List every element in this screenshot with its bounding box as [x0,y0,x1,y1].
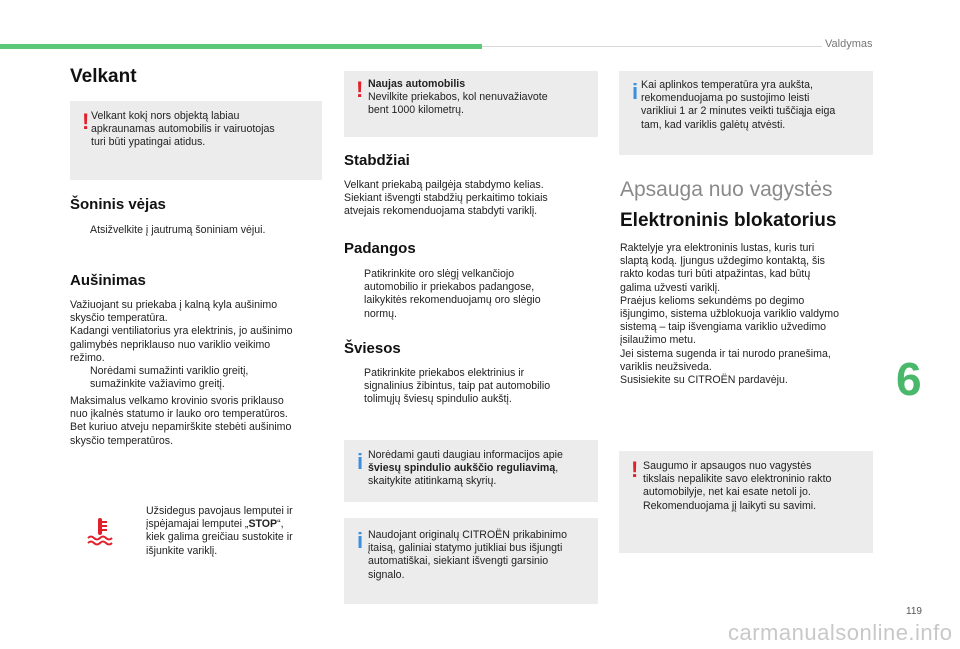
bullet-warning-lamp [126,505,326,558]
header-accent-bar [0,44,482,49]
info-icon: i [357,449,364,474]
lamp-text-after: “, kiek galima greičiau sustokite ir išjunkite variklį. [146,518,293,557]
info-text-after: , skaitykite atitinkamą skyrių. [368,462,559,488]
info-box-temperature [619,71,873,155]
cooling-paragraph-2: Maksimalus velkamo krovinio svoris priklauso nuo įkalnės statumo ir lauko oro temperatūros. Bet kuriuo atveju nepamirškite stebėti aušinimo skysčio temperatūros. [70,395,292,447]
warning-text-towing: Velkant kokį nors objektą labiau apkraunamas automobilis ir vairuotojas turi būti ypatingai atidus. [91,110,275,149]
warning-icon: ! [82,109,90,134]
bullet-tyres [344,268,604,321]
bullet-text: Norėdami sumažinti variklio greitį, sumažinkite važiavimo greitį. [90,365,249,391]
lamp-text-before: Užsidegus pavojaus lemputei ir įspėjamajai lemputei „ [146,505,293,531]
new-car-text: Nevilkite priekabos, kol nenuvažiavote bent 1000 kilometrų. [368,91,548,117]
warning-box-security [619,451,873,553]
info-text-towbar: Naudojant originalų CITROËN prikabinimo įtaisą, galiniai statymo jutikliai bus išjungti automatiškai, siekiant išvengti garsinio signalo. [368,529,568,581]
bullet-text: Patikrinkite oro slėgį velkančiojo automobilio ir priekabos padangose, laikykitės rekomenduojamų oro slėgio normų. [364,268,541,320]
info-box-towbar [344,518,598,604]
info-text-before: Norėdami gauti daugiau informacijos apie [368,449,563,461]
title-velkant: Velkant [70,66,137,87]
cooling-paragraph-1: Važiuojant su priekaba į kalną kyla aušinimo skysčio temperatūra. Kadangi ventiliatorius yra elektrinis, jo aušinimo galimybės nepriklauso nuo variklio veikimo režimo. [70,299,293,364]
info-icon: i [632,79,639,104]
info-box-headlamp [344,440,598,502]
title-electronic-immobiliser: Elektroninis blokatorius [620,210,837,231]
bullet-lights [344,367,604,407]
lamp-text-stop: STOP [248,518,278,531]
title-side-wind: Šoninis vėjas [70,196,166,213]
page-number: 119 [906,606,922,617]
info-link-headlamp-adjust: šviesų spindulio aukščio reguliavimą [368,462,556,475]
bullet-text: Atsižvelkite į jautrumą šoniniam vėjui. [90,224,266,236]
warning-text-security: Saugumo ir apsaugos nuo vagystės tikslais nepalikite savo elektroninio rakto automobilyje, net kai esate netoli jo. Rekomenduojama jį laikyti su savimi. [643,460,832,512]
chapter-number: 6 [896,353,922,405]
title-cooling: Aušinimas [70,272,146,289]
info-text-temperature: Kai aplinkos temperatūra yra aukšta, rekomenduojama po sustojimo leisti varikliui 1 ar 2 minutes veikti tuščiąja eiga tam, kad variklis galėtų atvėsti. [641,79,836,131]
info-text-headlamp [368,449,596,489]
header-rule [482,46,822,47]
bullet-cooling [70,365,330,391]
info-icon: i [357,528,364,553]
title-tyres: Padangos [344,240,416,257]
warning-box-towing [70,101,322,180]
brakes-text: Velkant priekabą pailgėja stabdymo kelias. Siekiant išvengti stabdžių perkaitimo tokiais atvejais rekomenduojama stabdyti variklį. [344,179,548,218]
new-car-title: Naujas automobilis [368,78,466,90]
section-label: Valdymas [825,38,873,50]
title-theft-protection: Apsauga nuo vagystės [620,178,833,201]
warning-icon: ! [356,77,364,102]
bullet-text: Patikrinkite priekabos elektrinius ir signalinius žibintus, taip pat automobilio tolimųjų šviesų spindulio aukštį. [364,367,551,406]
coolant-temperature-icon [86,516,114,546]
warning-box-new-car [344,71,598,137]
watermark: carmanualsonline.info [728,620,953,645]
immobiliser-text: Raktelyje yra elektroninis lustas, kuris turi slaptą kodą. Įjungus uždegimo kontaktą, šis rakto kodas turi būti atpažintas, kad būtų galima užvesti variklį. Praėjus kelioms sekundėms po degimo išjungimo, sistema užblokuoja variklio valdymo sistemą – taip išvengiama variklio užvedimo įsilaužimo metu. Jei sistema sugenda ir tai nurodo pranešima, variklis neužsiveda. Susisiekite su CITROËN pardavėju. [620,242,840,387]
warning-icon: ! [631,457,639,482]
title-lights: Šviesos [344,340,401,357]
title-brakes: Stabdžiai [344,152,410,169]
bullet-side-wind [70,224,330,237]
